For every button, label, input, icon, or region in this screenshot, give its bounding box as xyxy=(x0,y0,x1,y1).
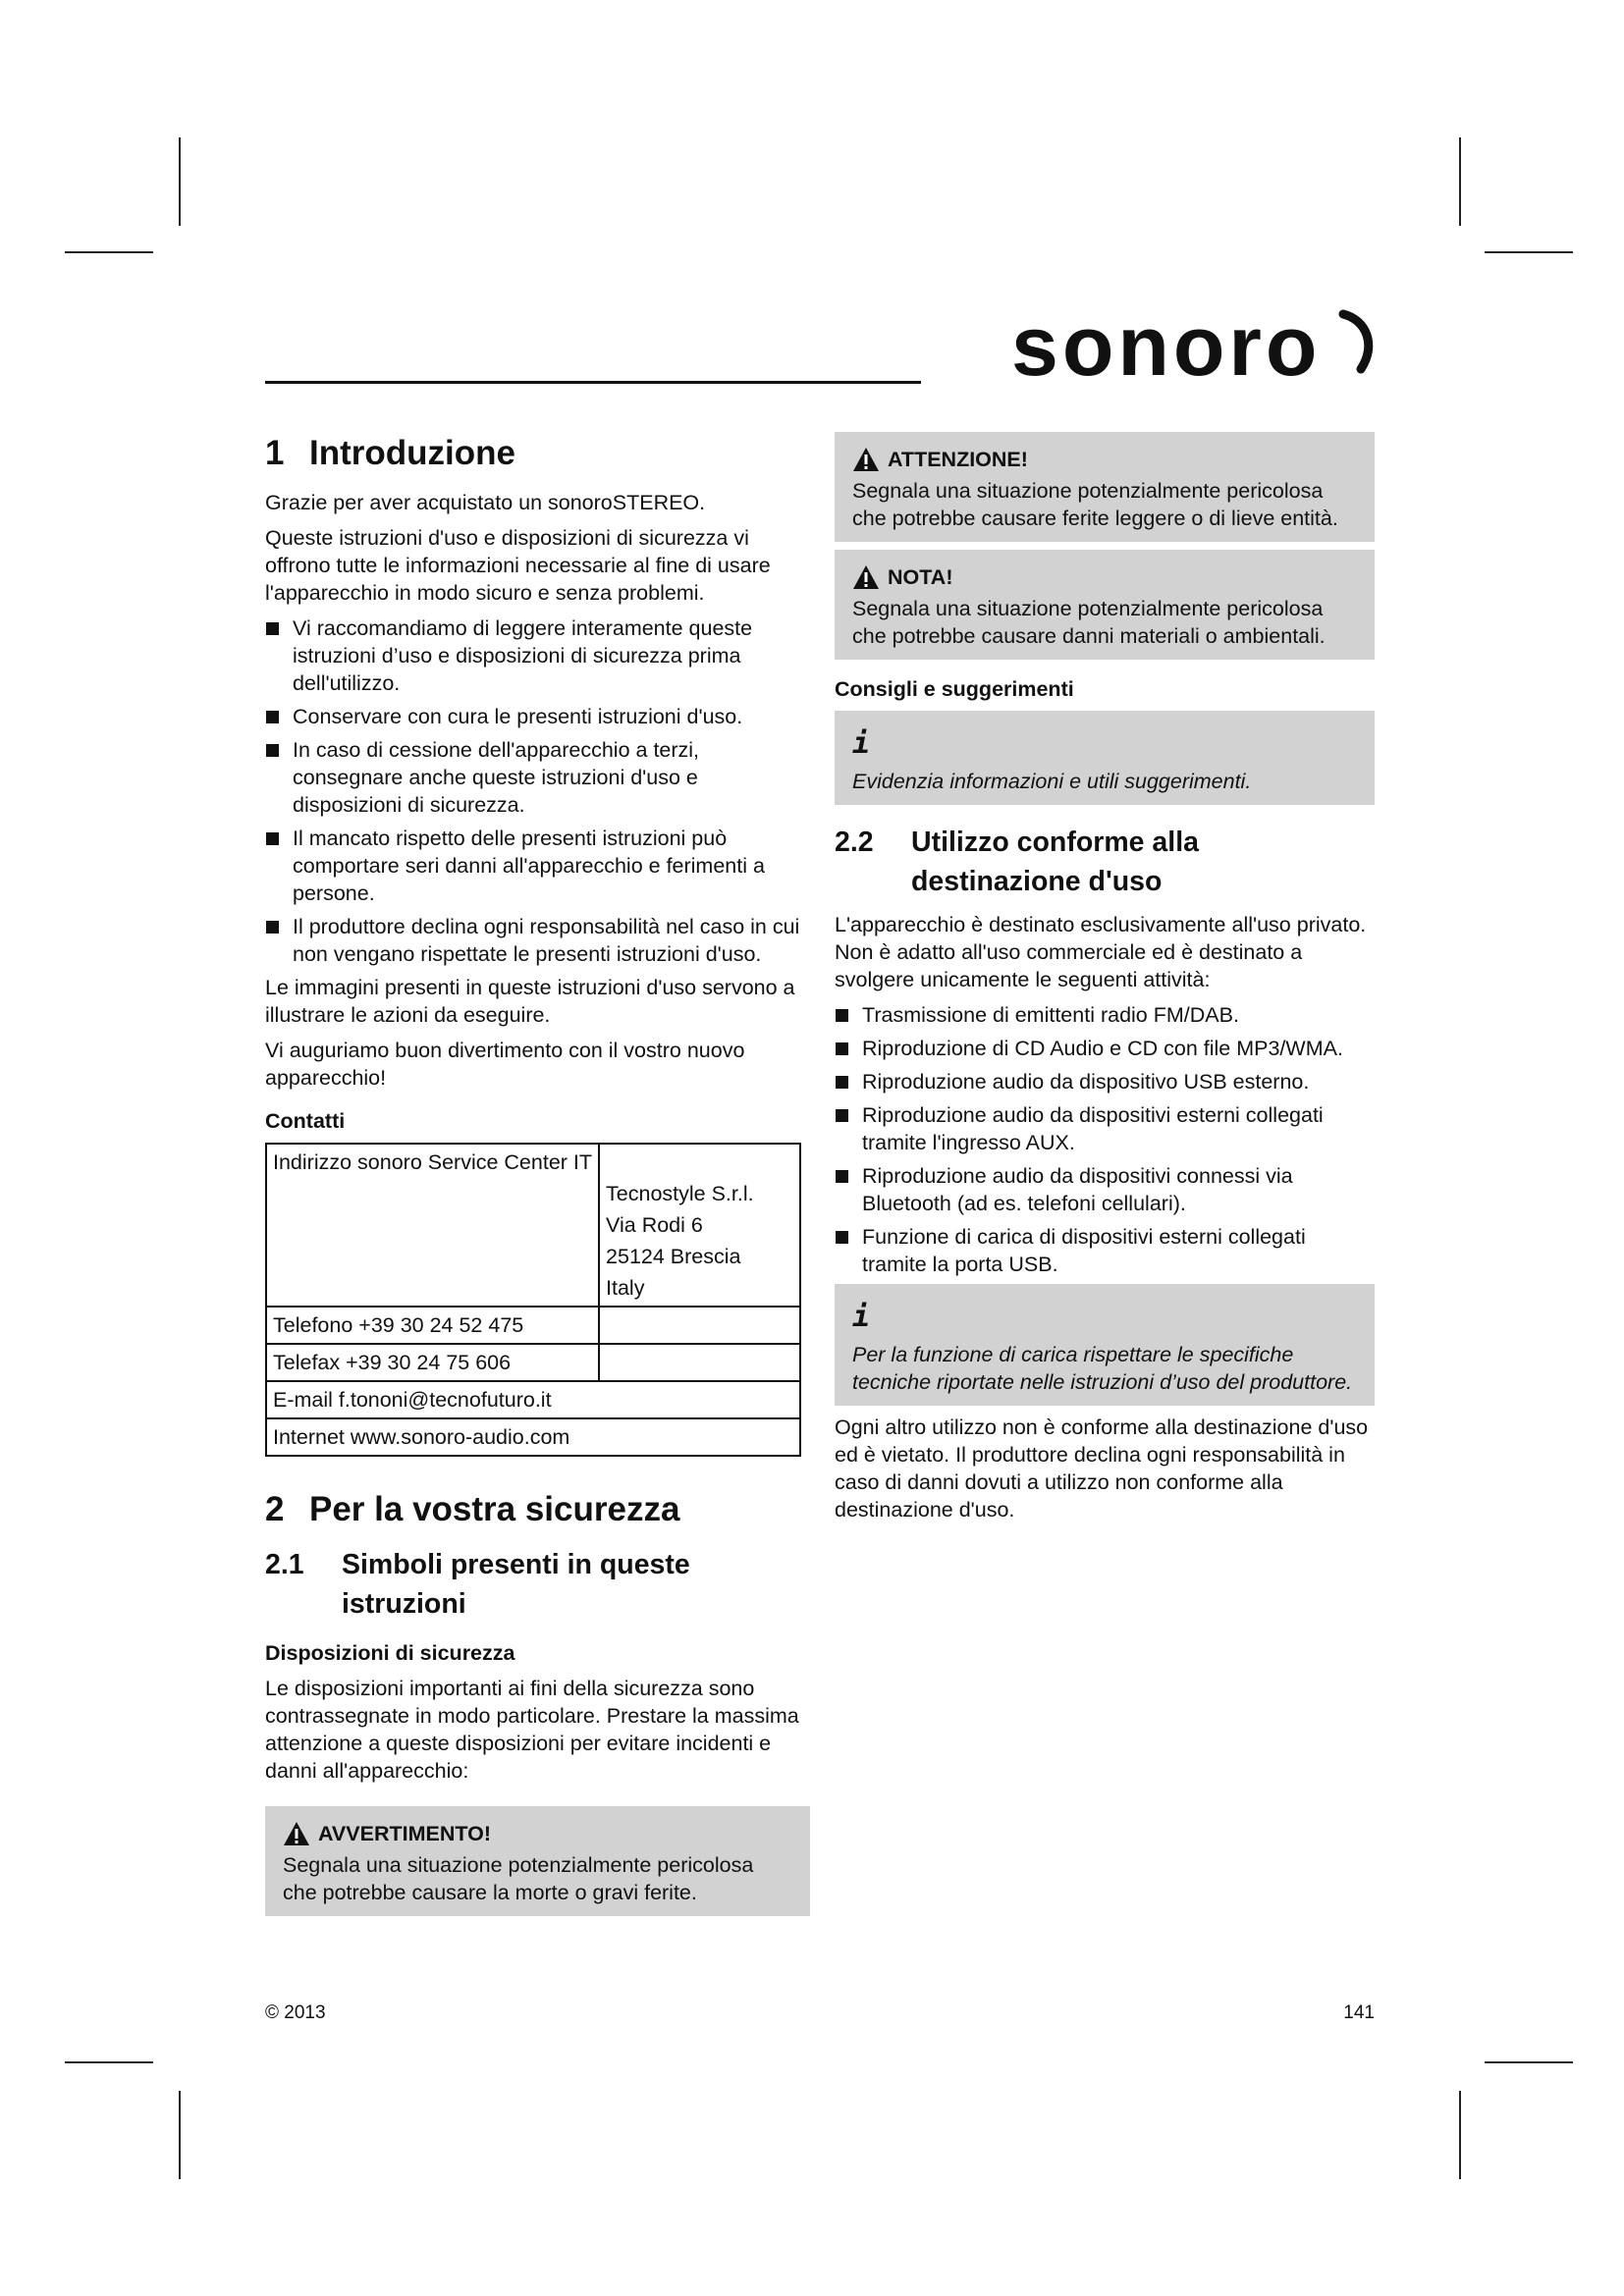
intro-paragraph: Queste istruzioni d'uso e disposizioni di sicurezza vi offrono tutte le informazioni necessarie al fine di usare l'apparecchio in modo sicuro e senza problemi. xyxy=(265,526,771,605)
crop-mark xyxy=(1459,137,1461,226)
left-column xyxy=(265,432,810,1924)
bullet-icon xyxy=(266,921,279,934)
intro-paragraph: Vi auguriamo buon divertimento con il vostro nuovo apparecchio! xyxy=(265,1039,745,1090)
charge-info-text: Per la funzione di carica rispettare le specifiche tecniche riportate nelle istruzioni d’uso del produttore. xyxy=(852,1343,1353,1394)
section-1-heading: 1 Introduzione xyxy=(265,434,515,472)
list-item: Funzione di carica di dispositivi esterni collegati tramite la porta USB. xyxy=(835,1223,1375,1278)
contacts-heading: Contatti xyxy=(265,1109,346,1133)
info-icon: i xyxy=(852,726,871,761)
bullet-icon xyxy=(266,744,279,757)
warning-title: AVVERTIMENTO! xyxy=(318,1822,491,1845)
list-item: Conservare con cura le presenti istruzioni d'uso. xyxy=(265,703,810,730)
page-number: 141 xyxy=(1343,2002,1375,2023)
sonoro-logo xyxy=(1011,306,1384,387)
list-item: Trasmissione di emittenti radio FM/DAB. xyxy=(835,1001,1375,1029)
address-value: Tecnostyle S.r.l. Via Rodi 6 25124 Brescia Italy xyxy=(599,1144,800,1307)
bullet-icon xyxy=(836,1076,848,1089)
charge-info-box xyxy=(835,1284,1375,1406)
caution-title: ATTENZIONE! xyxy=(888,448,1028,471)
safety-heading: Disposizioni di sicurezza xyxy=(265,1641,515,1665)
section-2-heading: 2 Per la vostra sicurezza xyxy=(265,1490,680,1528)
list-item: Riproduzione di CD Audio e CD con file MP3/WMA. xyxy=(835,1035,1375,1062)
list-item: Riproduzione audio da dispositivi esterni collegati tramite l'ingresso AUX. xyxy=(835,1101,1375,1156)
bullet-icon xyxy=(266,832,279,845)
intro-paragraph: Grazie per aver acquistato un sonoroSTEREO. xyxy=(265,491,706,514)
header-rule xyxy=(265,381,921,384)
bullet-icon xyxy=(266,711,279,723)
table-row xyxy=(266,1144,800,1307)
note-text: Segnala una situazione potenzialmente pericolosa che potrebbe causare danni materiali o ambientali. xyxy=(852,597,1326,648)
use-bullet-list xyxy=(835,1001,1375,1278)
note-box xyxy=(835,550,1375,660)
crop-mark xyxy=(179,2091,181,2179)
list-item: Riproduzione audio da dispositivo USB esterno. xyxy=(835,1068,1375,1095)
address-label: Indirizzo sonoro Service Center IT xyxy=(266,1144,599,1307)
warning-text: Segnala una situazione potenzialmente pericolosa che potrebbe causare la morte o gravi ferite. xyxy=(283,1853,754,1904)
caution-box xyxy=(835,432,1375,542)
contacts-table xyxy=(265,1143,801,1457)
bullet-icon xyxy=(836,1042,848,1055)
section-2-2-heading: 2.2 Utilizzo conforme alla destinazione d'uso xyxy=(835,827,1199,897)
safety-paragraph: Le disposizioni importanti ai fini della sicurezza sono contrassegnate in modo particolare. Prestare la massima attenzione a queste disposizioni per evitare incidenti e danni all'apparecchio: xyxy=(265,1677,799,1783)
intro-paragraph: Le immagini presenti in queste istruzioni d'uso servono a illustrare le azioni da eseguire. xyxy=(265,976,795,1027)
info-icon: i xyxy=(852,1300,871,1334)
email-cell: E-mail f.tononi@tecnofuturo.it xyxy=(266,1381,800,1418)
list-item: Il mancato rispetto delle presenti istruzioni può comportare seri danni all'apparecchio e ferimenti a persone. xyxy=(265,825,810,907)
warning-icon xyxy=(852,564,880,590)
fax-cell: Telefax +39 30 24 75 606 xyxy=(266,1344,599,1381)
table-row xyxy=(266,1381,800,1418)
crop-mark xyxy=(1485,2061,1573,2063)
svg-text:sonoro: sonoro xyxy=(1011,306,1322,387)
crop-mark xyxy=(1459,2091,1461,2179)
phone-cell: Telefono +39 30 24 52 475 xyxy=(266,1307,599,1344)
bullet-icon xyxy=(836,1109,848,1122)
table-row xyxy=(266,1344,800,1381)
use-paragraph: L'apparecchio è destinato esclusivamente all'uso privato. Non è adatto all'uso commerciale ed è destinato a svolgere unicamente le seguenti attività: xyxy=(835,913,1367,991)
warning-icon xyxy=(283,1821,310,1846)
warning-icon xyxy=(852,447,880,472)
crop-mark xyxy=(65,2061,153,2063)
warning-box xyxy=(265,1806,810,1916)
crop-mark xyxy=(1485,251,1573,253)
bullet-icon xyxy=(836,1009,848,1022)
bullet-icon xyxy=(836,1170,848,1183)
table-row xyxy=(266,1307,800,1344)
tips-heading: Consigli e suggerimenti xyxy=(835,677,1074,701)
tips-box xyxy=(835,711,1375,805)
bullet-icon xyxy=(266,622,279,635)
list-item: Riproduzione audio da dispositivi connessi via Bluetooth (ad es. telefoni cellulari). xyxy=(835,1162,1375,1217)
tips-text: Evidenzia informazioni e utili suggerimenti. xyxy=(852,770,1252,793)
caution-text: Segnala una situazione potenzialmente pericolosa che potrebbe causare ferite leggere o di lieve entità. xyxy=(852,479,1338,530)
list-item: In caso di cessione dell'apparecchio a terzi, consegnare anche queste istruzioni d'uso e disposizioni di sicurezza. xyxy=(265,736,810,819)
copyright: © 2013 xyxy=(265,2002,326,2023)
intro-bullet-list xyxy=(265,614,810,968)
internet-cell: Internet www.sonoro-audio.com xyxy=(266,1418,800,1456)
bullet-icon xyxy=(836,1231,848,1244)
table-row xyxy=(266,1418,800,1456)
crop-mark xyxy=(65,251,153,253)
right-column xyxy=(835,432,1375,1531)
list-item: Il produttore declina ogni responsabilità nel caso in cui non vengano rispettate le presenti istruzioni d'uso. xyxy=(265,913,810,968)
note-title: NOTA! xyxy=(888,565,953,589)
final-paragraph: Ogni altro utilizzo non è conforme alla destinazione d'uso ed è vietato. Il produttore declina ogni responsabilità in caso di danni dovuti a utilizzo non conforme alla destinazione d'uso. xyxy=(835,1415,1369,1522)
crop-mark xyxy=(179,137,181,226)
section-2-1-heading: 2.1 Simboli presenti in queste istruzioni xyxy=(265,1549,690,1620)
list-item: Vi raccomandiamo di leggere interamente queste istruzioni d’uso e disposizioni di sicurezza prima dell'utilizzo. xyxy=(265,614,810,697)
